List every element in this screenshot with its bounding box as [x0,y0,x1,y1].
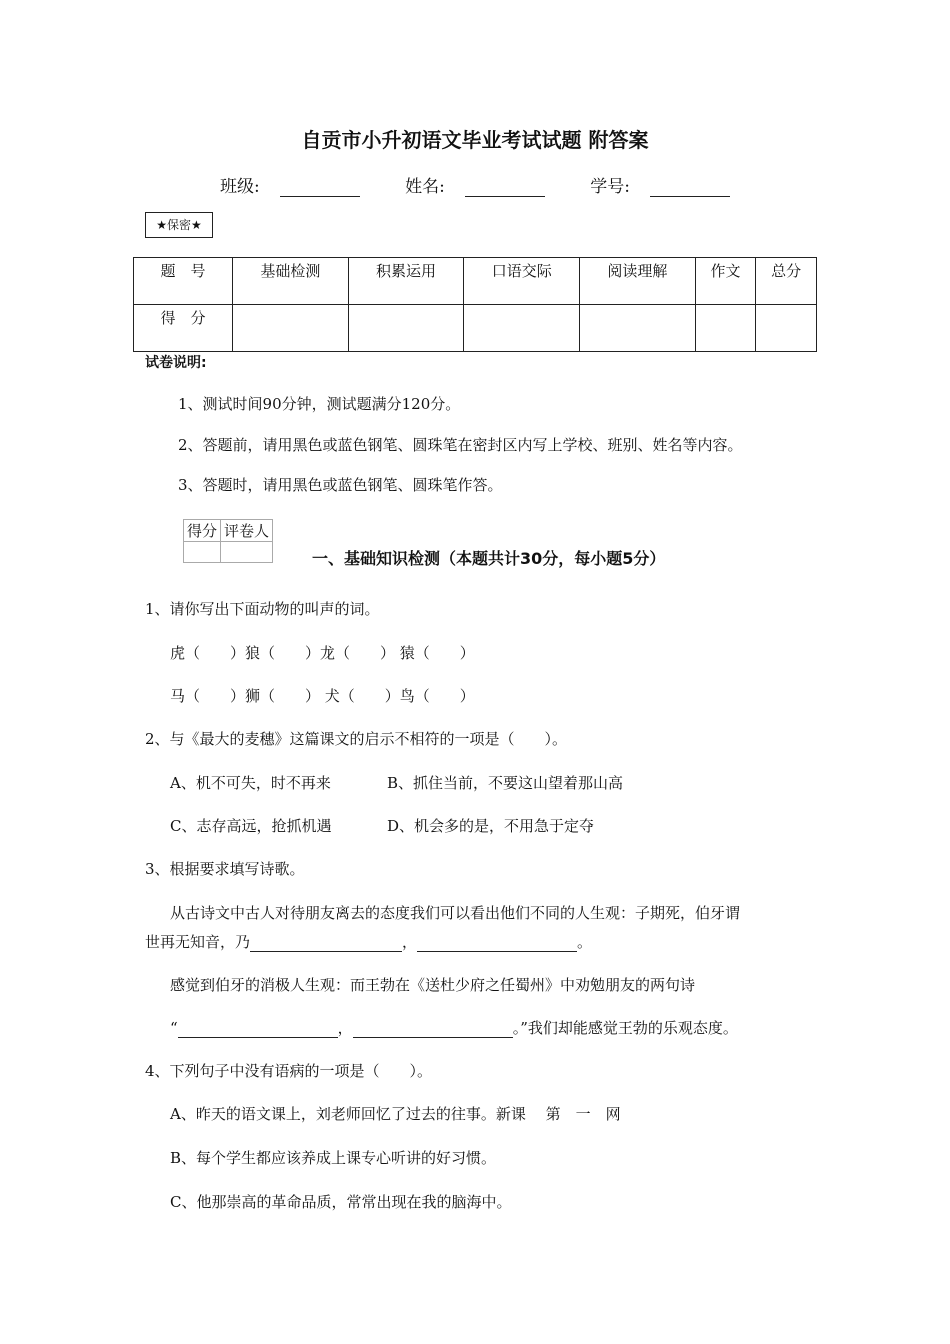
question-3-fill-line [170,1017,738,1038]
name-field[interactable] [395,177,555,197]
header-cell: 总分 [756,258,817,305]
score-table [133,257,817,352]
id-blank[interactable] [650,180,730,197]
instruction-item: 1、测试时间90分钟，测试题满分120分。 [178,395,461,413]
question-4-option-c: C、他那崇高的革命品质，常常出现在我的脑海中。 [170,1193,512,1211]
question-4-option-b: B、每个学生都应该养成上课专心听讲的好习惯。 [170,1149,497,1167]
class-label: 班级: [219,177,260,197]
header-cell: 基础检测 [233,258,349,305]
score-cell[interactable] [695,305,756,352]
question-4-option-a: A、昨天的语文课上，刘老师回忆了过去的往事。新课 第 一 网 [170,1105,621,1123]
fill-text: ， [402,933,418,951]
fill-text: 世再无知音，乃 [145,933,251,951]
name-label: 姓名: [405,177,445,197]
question-1-row: 虎（ ）狼（ ）龙（ ） 猿（ ） [170,644,475,662]
id-label: 学号: [590,177,630,197]
header-cell: 作文 [695,258,756,305]
id-field[interactable] [580,177,740,197]
grader-name-cell[interactable] [221,542,273,563]
class-field[interactable] [210,177,370,197]
instructions-heading: 试卷说明: [145,355,207,371]
question-2-option-a: A、机不可失，时不再来 [170,774,331,792]
question-3-stem: 3、根据要求填写诗歌。 [145,860,305,878]
grader-name-label: 评卷人 [221,520,273,542]
answer-blank[interactable] [250,936,402,952]
question-3-paragraph: 从古诗文中古人对待朋友离去的态度我们可以看出他们不同的人生观：子期死，伯牙谓 [170,904,741,922]
name-blank[interactable] [465,180,545,197]
score-cell[interactable] [464,305,580,352]
header-cell: 题 号 [134,258,233,305]
instruction-item: 3、答题时，请用黑色或蓝色钢笔、圆珠笔作答。 [178,476,503,494]
grader-score-cell[interactable] [184,542,221,563]
score-row-label: 得 分 [134,305,233,352]
fill-text: ， [337,1019,353,1037]
score-table-header-row [134,258,817,305]
answer-blank[interactable] [178,1022,338,1038]
question-3-paragraph: 感觉到伯牙的消极人生观：而王勃在《送杜少府之任蜀州》中劝勉朋友的两句诗 [170,976,696,994]
question-2-option-b: B、抓住当前，不要这山望着那山高 [387,774,624,792]
header-cell: 阅读理解 [580,258,696,305]
question-2-option-d: D、机会多的是，不用急于定夺 [387,817,595,835]
instruction-item: 2、答题前，请用黑色或蓝色钢笔、圆珠笔在密封区内写上学校、班别、姓名等内容。 [178,436,743,454]
header-cell: 口语交际 [464,258,580,305]
question-3-fill-line [145,931,592,952]
fill-text: 。 [577,933,593,951]
question-1-stem: 1、请你写出下面动物的叫声的词。 [145,600,380,618]
question-4-stem: 4、下列句子中没有语病的一项是（ ）。 [145,1062,433,1080]
score-cell[interactable] [756,305,817,352]
score-table-score-row [134,305,817,352]
page-title: 自贡市小升初语文毕业考试试题 附答案 [301,128,649,152]
score-cell[interactable] [348,305,464,352]
question-1-row: 马（ ）狮（ ） 犬（ ）鸟（ ） [170,687,475,705]
answer-blank[interactable] [417,936,577,952]
header-cell: 积累运用 [348,258,464,305]
class-blank[interactable] [280,180,360,197]
fill-text: “ [170,1019,178,1037]
answer-blank[interactable] [353,1022,513,1038]
fill-text: 。”我们却能感觉王勃的乐观态度。 [512,1019,738,1037]
question-2-stem: 2、与《最大的麦穗》这篇课文的启示不相符的一项是（ ）。 [145,730,568,748]
section-title: 一、基础知识检测（本题共计30分，每小题5分） [312,549,666,568]
question-2-option-c: C、志存高远，抢抓机遇 [170,817,332,835]
grader-box [183,519,273,563]
student-info-fields [0,172,950,197]
score-cell[interactable] [580,305,696,352]
score-cell[interactable] [233,305,349,352]
grader-score-label: 得分 [184,520,221,542]
secret-badge: ★保密★ [145,212,213,238]
